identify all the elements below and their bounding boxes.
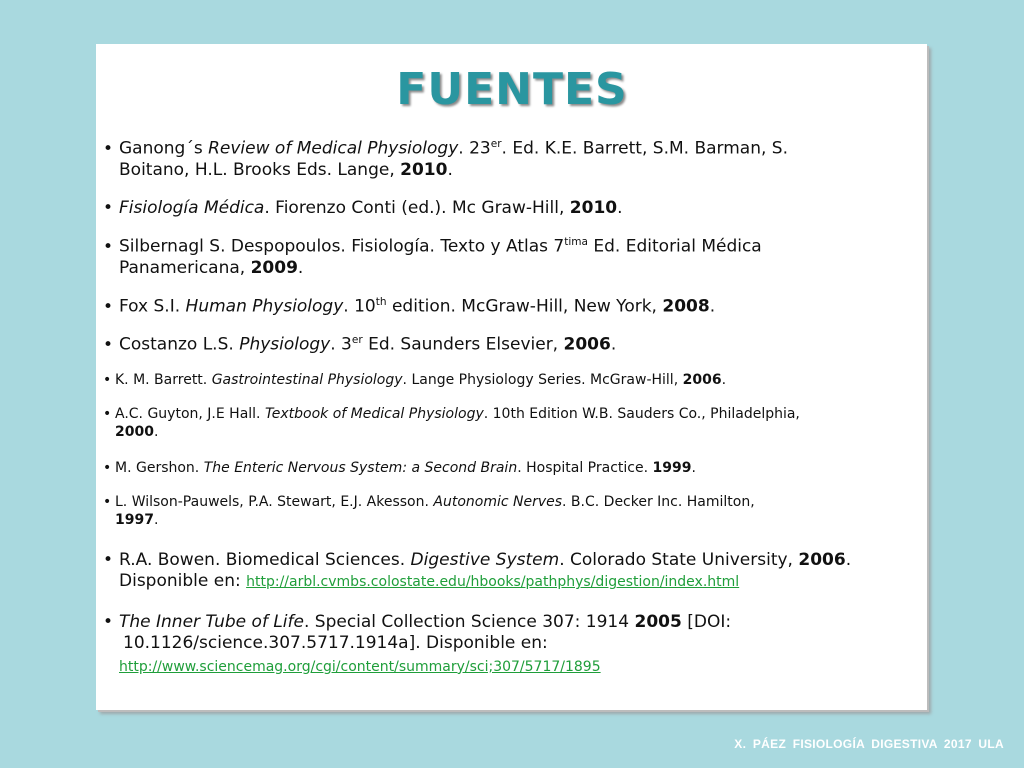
reference-gershon: • M. Gershon. The Enteric Nervous System: a Second Brain. Hospital Practice. 1999. [103, 460, 696, 476]
reference-fox: • Fox S.I. Human Physiology. 10th edition. McGraw-Hill, New York, 2008. [103, 296, 716, 317]
reference-wilson-pauwels: • L. Wilson-Pauwels, P.A. Stewart, E.J. Akesson. Autonomic Nerves. B.C. Decker Inc. Hamilton, 1997. [103, 494, 755, 528]
bowen-link[interactable]: http://arbl.cvmbs.colostate.edu/hbooks/pathphys/digestion/index.html [246, 574, 740, 591]
reference-silbernagl: • Silbernagl S. Despopoulos. Fisiología. Texto y Atlas $7^{tima}$ Ed. Editorial Médica Panamericana, 2009. [103, 236, 762, 279]
reference-inner-tube: • The Inner Tube of Life. Special Collection Science 307: 1914 2005 [DOI: 10.1126/science.307.5717.1914a]. Disponible en: http://www.sciencemag.org/cgi/content/summary/sci;307/5717/1895 [103, 612, 934, 676]
reference-bowen: • R.A. Bowen. Biomedical Sciences. Digestive System. Colorado State University, 2006. Disponible en: http://arbl.cvmbs.colostate.edu/hbooks/pathphys/digestion/index.html [103, 550, 852, 592]
reference-ganong: • Ganong´s Review of Medical Physiology. 23er. Ed. K.E. Barrett, S.M. Barman, S. Boitano, H.L. Brooks Eds. Lange, 2010. [103, 138, 788, 181]
bullet-icon: • [103, 334, 114, 355]
bullet-icon: • [103, 236, 114, 257]
bullet-icon: • [103, 198, 114, 218]
bullet-icon: • [103, 372, 112, 388]
footer-credit: X. PÁEZ FISIOLOGÍA DIGESTIVA 2017 ULA [734, 737, 1004, 751]
bullet-icon: • [103, 138, 114, 159]
bullet-icon: • [103, 550, 114, 570]
reference-barrett: • K. M. Barrett. Gastrointestinal Physiology. Lange Physiology Series. McGraw-Hill, 2006. [103, 372, 727, 388]
reference-conti: • Fisiología Médica. Fiorenzo Conti (ed.). Mc Graw-Hill, 2010. [103, 198, 623, 218]
reference-guyton: • A.C. Guyton, J.E Hall. Textbook of Medical Physiology. 10th Edition W.B. Sauders Co., Philadelphia, 2000. [103, 406, 800, 440]
bullet-icon: • [103, 612, 114, 632]
page-title: FUENTES [396, 64, 628, 115]
bullet-icon: • [103, 296, 114, 317]
bullet-icon: • [103, 460, 112, 476]
sciencemag-link[interactable]: http://www.sciencemag.org/cgi/content/summary/sci;307/5717/1895 [119, 658, 601, 675]
bullet-icon: • [103, 494, 112, 510]
reference-costanzo: • Costanzo L.S. Physiology. 3er Ed. Saunders Elsevier, 2006. [103, 334, 617, 355]
bullet-icon: • [103, 406, 112, 422]
